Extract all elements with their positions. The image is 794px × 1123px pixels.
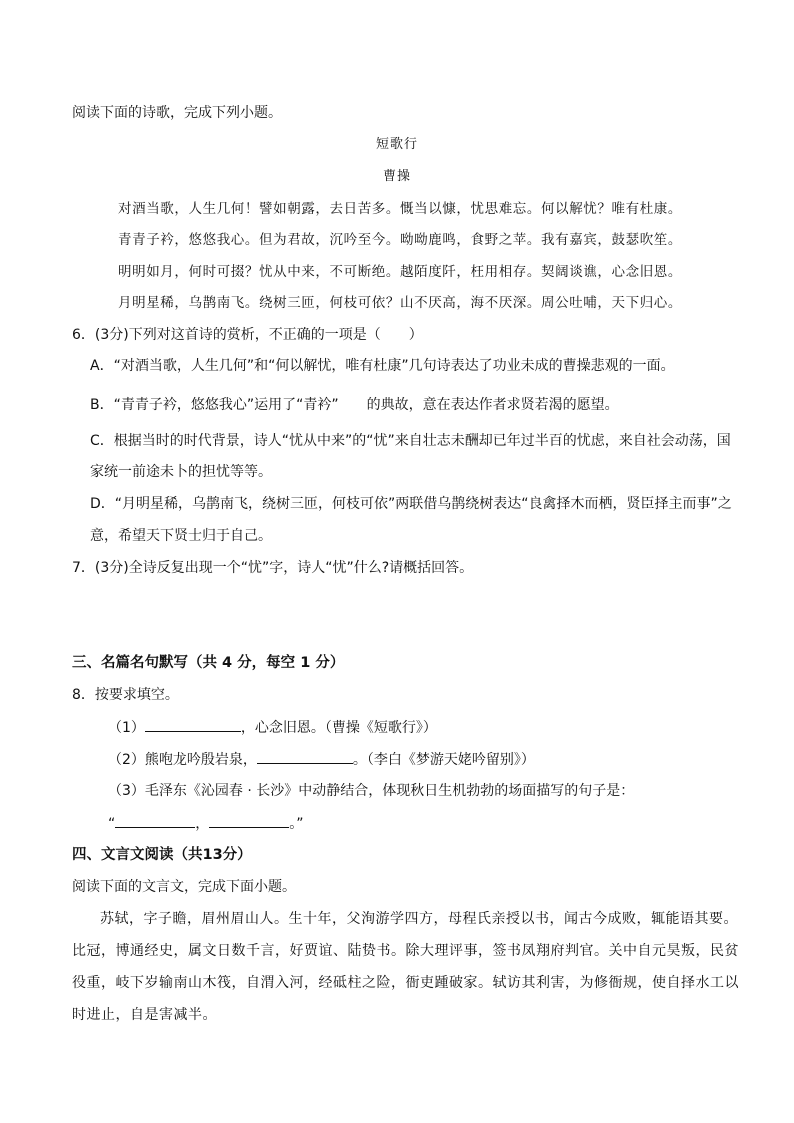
- section-3-heading: 三、名篇名句默写（共 4 分，每空 1 分）: [72, 655, 345, 671]
- poem-title: 短歌行: [375, 137, 418, 152]
- question-6-stem: 6．(3分)下列对这首诗的赏析，不正确的一项是（ ）: [72, 327, 423, 343]
- passage-line: 比冠，博通经史，属文日数千言，好贾谊、陆贽书。除大理评事，签书凤翔府判官。关中自元昊叛，民贫: [72, 943, 739, 959]
- passage-line: 时进止，自是害减半。: [72, 1007, 217, 1023]
- question-8-stem: 8．按要求填空。: [72, 687, 179, 703]
- section-4-heading: 四、文言文阅读（共13分）: [72, 847, 252, 863]
- fill-item-1-number: （1）: [108, 720, 145, 736]
- answer-blank[interactable]: [145, 717, 241, 732]
- poem-line: 明明如月，何时可掇？忧从中来，不可断绝。越陌度阡，枉用相存。契阔谈谯，心念旧恩。: [118, 264, 682, 280]
- question-6-option-d-cont: 意，希望天下贤士归于自己。: [90, 528, 272, 544]
- fill-item-1-text: ，心念旧恩。（曹操《短歌行》）: [240, 720, 437, 736]
- fill-item-3-answer: [108, 813, 304, 834]
- fill-item-1: [108, 717, 437, 738]
- answer-blank[interactable]: [209, 813, 289, 828]
- poem-line: 对酒当歌，人生几何！譬如朝露，去日苦多。慨当以慷，忧思难忘。何以解忧？唯有杜康。: [118, 201, 682, 217]
- fill-item-3: （3）毛泽东《沁园春 · 长沙》中动静结合，体现秋日生机勃勃的场面描写的句子是：: [108, 783, 635, 799]
- poem-line: 月明星稀，乌鹊南飞。绕树三匝，何枝可依？山不厌高，海不厌深。周公吐哺，天下归心。: [118, 295, 682, 311]
- poem-intro: 阅读下面的诗歌，完成下列小题。: [72, 105, 282, 121]
- passage-line: 役重，岐下岁输南山木筏，自渭入河，经砥柱之险，衙吏踵破家。轼访其利害，为修衙规，使自择水工以: [72, 975, 739, 991]
- poem-line: 青青子衿，悠悠我心。但为君故，沉吟至今。呦呦鹿鸣，食野之苹。我有嘉宾，鼓瑟吹笙。: [118, 232, 682, 248]
- fill-item-2: [108, 749, 535, 770]
- passage-line: 苏轼，字子瞻，眉州眉山人。生十年，父洵游学四方，母程氏亲授以书，闻古今成败，辄能语其要。: [100, 911, 738, 927]
- fill-item-2-text: （2）熊咆龙吟殷岩泉，: [108, 752, 257, 768]
- answer-blank[interactable]: [257, 749, 353, 764]
- question-6-option-d: D．“月明星稀，乌鹊南飞，绕树三匝，何枝可依”两联借乌鹊绕树表达“良禽择木而栖，贤臣择主而事”之: [90, 496, 732, 512]
- question-6-option-a: A．“对酒当歌，人生几何”和“何以解忧，唯有杜康”几句诗表达了功业未成的曹操悲观的一面。: [90, 358, 675, 374]
- fill-item-2-suffix: 。（李白《梦游天姥吟留别》）: [352, 752, 535, 768]
- question-6-option-c-cont: 家统一前途未卜的担忧等等。: [90, 464, 272, 480]
- comma: ，: [195, 816, 210, 832]
- question-6-option-b: B．“青青子衿，悠悠我心”运用了“青衿” 的典故，意在表达作者求贤若渴的愿望。: [90, 397, 619, 413]
- open-quote: “: [108, 816, 116, 832]
- question-6-option-c: C．根据当时的时代背景，诗人“忧从中来”的“忧”来自壮志未酬却已年过半百的忧虑，来自社会动荡，国: [90, 433, 731, 449]
- question-7-stem: 7．(3分)全诗反复出现一个“忧”字，诗人“忧”什么?请概括回答。: [72, 560, 474, 576]
- answer-blank[interactable]: [115, 813, 195, 828]
- section-4-intro: 阅读下面的文言文，完成下面小题。: [72, 879, 296, 895]
- close-quote: 。”: [289, 816, 304, 832]
- poem-author: 曹操: [382, 169, 411, 184]
